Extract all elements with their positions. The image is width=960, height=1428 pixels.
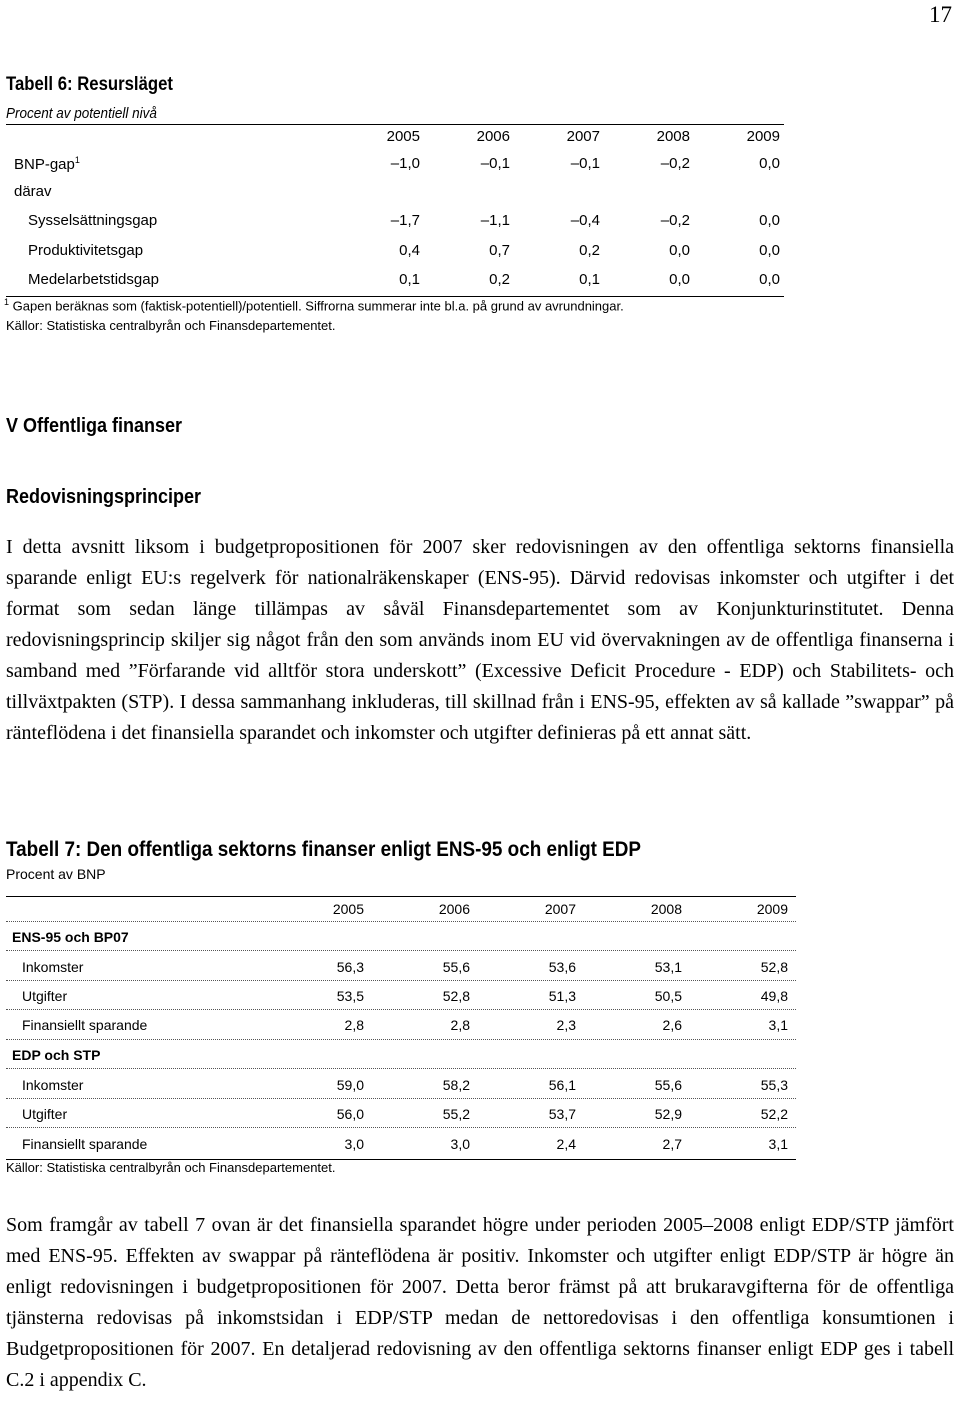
table7-year: 2008	[650, 901, 682, 917]
table6-source: Källor: Statistiska centralbyrån och Finansdepartementet.	[6, 318, 336, 333]
table6-row-label: därav	[14, 183, 52, 200]
table7-cell: 56,0	[336, 1106, 364, 1122]
table6-row-label: BNP-gap$^1$	[14, 155, 80, 173]
section-heading: V Offentliga finanser	[6, 415, 183, 437]
table7-cell: 55,6	[442, 959, 470, 975]
table7-cell: 2,6	[662, 1017, 682, 1033]
table6-cell: –1,1	[480, 212, 510, 229]
table6-row-label: Sysselsättningsgap	[28, 212, 158, 229]
table6-cell: 0,0	[759, 155, 780, 172]
table7-cell: 2,8	[450, 1017, 470, 1033]
table7-cell: 52,9	[654, 1106, 682, 1122]
table7-cell: 3,0	[344, 1136, 364, 1152]
table7-row-label: Finansiellt sparande	[22, 1017, 148, 1033]
table6-cell: –0,2	[660, 212, 690, 229]
table7-title: Tabell 7: Den offentliga sektorns finanser enligt ENS-95 och enligt EDP	[6, 838, 642, 861]
body-paragraph-1: I detta avsnitt liksom i budgetpropositionen för 2007 sker redovisningen av den offentliga sektorns finansiella sparande enligt EU:s regelverk för nationalräkenskaper (ENS-95). Därvid redovisas inkomster och utgifter i det format som sedan länge tillämpas av såväl Finansdepartementet som av Konjunkturinstitutet. Denna redovisningsprincip skiljer sig något från den som används inom EU vid övervakningen av de offentliga finanserna i samband med ”Förfarande vid alltför stora underskott” (Excessive Deficit Procedure - EDP) och Stabilitets- och tillväxtpakten (STP). I dessa sammanhang inkluderas, till skillnad från i ENS-95, effekten av så kallade ”swappar” på ränteflödena i det finansiella sparandet och inkomster och utgifter definieras på ett annat sätt.	[6, 536, 954, 744]
table6-year: 2005	[386, 128, 420, 145]
table7-year: 2005	[332, 901, 364, 917]
table6-row-bnp-gap	[0, 155, 960, 177]
table6-row-darav	[0, 183, 960, 205]
table7-separator	[6, 921, 796, 922]
table7-cell: 53,5	[336, 988, 364, 1004]
table6-cell: 0,0	[759, 212, 780, 229]
table7-cell: 58,2	[442, 1077, 470, 1093]
table6-cell: –0,2	[660, 155, 690, 172]
table7-cell: 2,8	[344, 1017, 364, 1033]
table6-row-produktivitetsgap	[0, 242, 960, 264]
table7-cell: 53,1	[654, 959, 682, 975]
table7-row	[0, 1017, 960, 1039]
table7-source: Källor: Statistiska centralbyrån och Finansdepartementet.	[6, 1160, 336, 1175]
table7-cell: 50,5	[654, 988, 682, 1004]
table7-cell: 55,6	[654, 1077, 682, 1093]
table7-separator	[6, 1068, 796, 1069]
table7-group-label: ENS-95 och BP07	[12, 929, 129, 945]
table7-group-label: EDP och STP	[12, 1047, 101, 1063]
table7-row	[0, 959, 960, 981]
table6-cell: –0,4	[570, 212, 600, 229]
table7-group-heading	[0, 929, 960, 951]
table7-cell: 49,8	[760, 988, 788, 1004]
table7-cell: 53,6	[548, 959, 576, 975]
table7-cell: 52,8	[760, 959, 788, 975]
body-paragraph-2: Som framgår av tabell 7 ovan är det finansiella sparandet högre under perioden 2005–2008 enligt EDP/STP jämfört med ENS-95. Effekten av swappar på ränteflödena är positiv. Inkomster och utgifter enligt EDP/STP är högre än enligt redovisningen i budgetpropositionen för 2007. Detta beror främst på att brukaravgifterna för de offentliga tjänsterna redovisas på inkomstsidan i EDP/STP medan de nettoredovisas i den offentliga konsumtionen i Budgetpropositionen för 2007. En detaljerad redovisning av den offentliga sektorns finanser enligt EDP ges i tabell C.2 i appendix C.	[6, 1214, 954, 1391]
table7-row-label: Finansiellt sparande	[22, 1136, 148, 1152]
table7-top-rule	[6, 896, 796, 897]
table6-cell: 0,0	[759, 271, 780, 288]
table6-subtitle: Procent av potentiell nivå	[6, 105, 157, 122]
table7-row-label: Utgifter	[22, 1106, 68, 1122]
table6-cell: 0,2	[489, 271, 510, 288]
table6-cell: –1,7	[390, 212, 420, 229]
table7-cell: 52,2	[760, 1106, 788, 1122]
table7-cell: 3,0	[450, 1136, 470, 1152]
table6-footnote: $^1$ Gapen beräknas som (faktisk-potentiell)/potentiell. Siffrorna summerar inte bl.a. på grund av avrundningar.	[4, 297, 624, 314]
table6-row-label: Medelarbetstidsgap	[28, 271, 159, 288]
table7-header-row	[0, 901, 960, 923]
table6-row-sysselsattningsgap	[0, 212, 960, 234]
table7-separator	[6, 1039, 796, 1040]
table7-cell: 53,7	[548, 1106, 576, 1122]
table6-cell: 0,1	[579, 271, 600, 288]
table7-year: 2007	[544, 901, 576, 917]
table7-row-label: Utgifter	[22, 988, 68, 1004]
table7-cell: 52,8	[442, 988, 470, 1004]
table7-separator	[6, 1009, 796, 1010]
table6-cell: 0,2	[579, 242, 600, 259]
table7-cell: 56,3	[336, 959, 364, 975]
table6-cell: 0,0	[759, 242, 780, 259]
table7-separator	[6, 1127, 796, 1128]
table7-group-heading	[0, 1047, 960, 1069]
table7-cell: 3,1	[768, 1017, 788, 1033]
table7-cell: 59,0	[336, 1077, 364, 1093]
table7-separator	[6, 1098, 796, 1099]
table7-cell: 55,3	[760, 1077, 788, 1093]
table7-row-label: Inkomster	[22, 1077, 84, 1093]
table7-year: 2006	[438, 901, 470, 917]
table6-cell: 0,7	[489, 242, 510, 259]
table6-cell: –0,1	[480, 155, 510, 172]
table6-cell: 0,1	[399, 271, 420, 288]
page-number: 17	[929, 2, 952, 27]
table6-row-label: Produktivitetsgap	[28, 242, 144, 259]
table7-row-label: Inkomster	[22, 959, 84, 975]
table7-row	[0, 1077, 960, 1099]
table6-year: 2008	[656, 128, 690, 145]
table7-separator	[6, 950, 796, 951]
table7-separator	[6, 980, 796, 981]
table6-header-row	[0, 128, 960, 150]
table6-top-rule	[6, 124, 784, 125]
table6-row-medelarbetstidsgap	[0, 271, 960, 293]
table6-cell: –0,1	[570, 155, 600, 172]
table7-row	[0, 1136, 960, 1158]
table6-cell: 0,0	[669, 242, 690, 259]
table7-cell: 55,2	[442, 1106, 470, 1122]
table7-cell: 56,1	[548, 1077, 576, 1093]
table7-row	[0, 1106, 960, 1128]
table6-year: 2006	[476, 128, 510, 145]
table7-cell: 2,3	[556, 1017, 576, 1033]
sub-heading: Redovisningsprinciper	[6, 486, 202, 508]
table7-row	[0, 988, 960, 1010]
table7-cell: 2,7	[662, 1136, 682, 1152]
table7-cell: 2,4	[556, 1136, 576, 1152]
table6-year: 2007	[566, 128, 600, 145]
table6-cell: 0,4	[399, 242, 420, 259]
table7-cell: 3,1	[768, 1136, 788, 1152]
table7-subtitle: Procent av BNP	[6, 866, 106, 882]
table7-year: 2009	[756, 901, 788, 917]
table6-year: 2009	[746, 128, 780, 145]
table6-cell: 0,0	[669, 271, 690, 288]
table7-cell: 51,3	[548, 988, 576, 1004]
table6-cell: –1,0	[390, 155, 420, 172]
table6-title: Tabell 6: Resursläget	[6, 74, 173, 95]
